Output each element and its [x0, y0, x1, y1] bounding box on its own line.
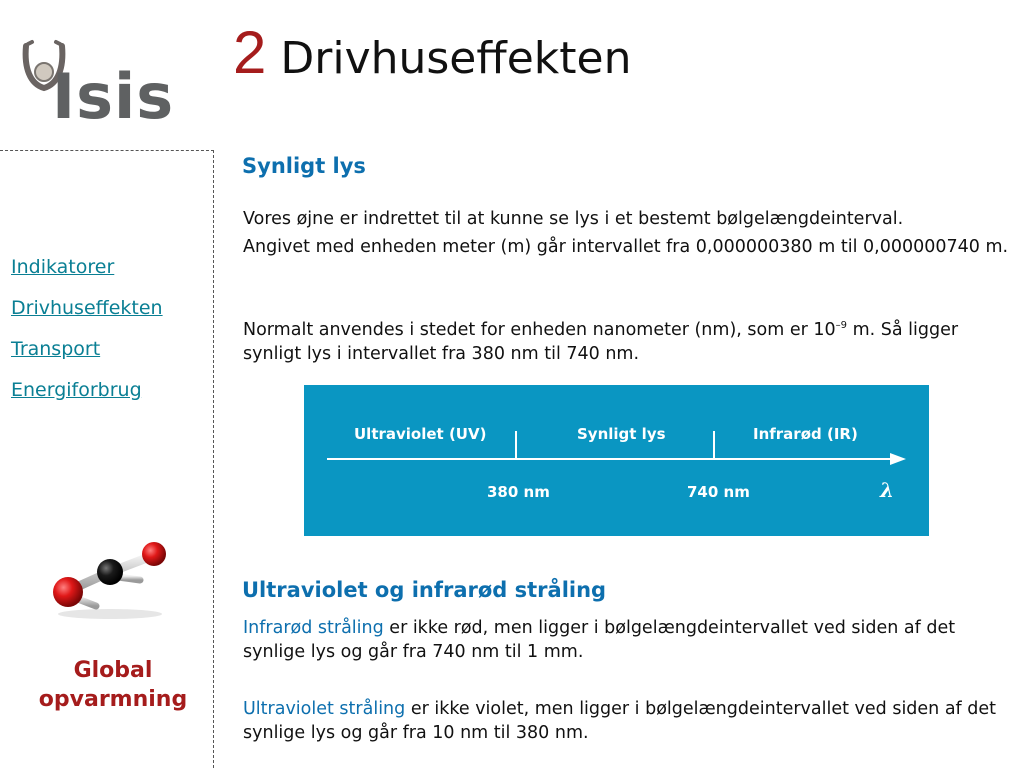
exponent: –9 — [835, 320, 847, 331]
sidebar-divider-horizontal — [0, 150, 214, 151]
tick-label-740: 740 nm — [687, 483, 750, 501]
nav-link-transport[interactable]: Transport — [11, 338, 101, 360]
nav-link-energiforbrug[interactable]: Energiforbrug — [11, 379, 142, 401]
tick-label-380: 380 nm — [487, 483, 550, 501]
logo-text: Isis — [52, 60, 175, 133]
spectrum-label-visible: Synligt lys — [577, 425, 666, 443]
nav-link-drivhuseffekten[interactable]: Drivhuseffekten — [11, 297, 163, 319]
spectrum-diagram — [304, 385, 929, 536]
paragraph-ultraviolet — [243, 697, 1015, 745]
paragraph-infrared — [243, 616, 1015, 664]
spectrum-label-uv: Ultraviolet (UV) — [354, 425, 487, 443]
nanometer-text-after: m. Så ligger synligt lys i intervallet fra 380 nm til 740 nm. — [243, 320, 959, 364]
ultraviolet-text: er ikke violet, men ligger i bølgelængdeintervallet ved siden af det synlige lys og går fra 10 nm til 380 nm. — [243, 699, 997, 743]
paragraph-intro: Vores øjne er indrettet til at kunne se lys i et bestemt bølgelængdeinterval. — [243, 209, 904, 229]
paragraph-meter-interval: Angivet med enheden meter (m) går intervallet fra 0,000000380 m til 0,000000740 m. — [243, 237, 1009, 257]
nanometer-text-before: Normalt anvendes i stedet for enheden nanometer (nm), som er 10 — [243, 320, 836, 340]
sidebar-divider-vertical — [213, 150, 214, 768]
page-title: Drivhuseffekten — [280, 33, 632, 84]
lambda-symbol: λ — [880, 478, 895, 502]
slide-header — [233, 20, 631, 90]
sidebar-footer-label: Global opvarmning — [38, 658, 188, 712]
spectrum-label-ir: Infrarød (IR) — [753, 425, 858, 443]
section-heading-uv-ir: Ultraviolet og infrarød stråling — [242, 578, 607, 602]
infrared-text: er ikke rød, men ligger i bølgelængdeintervallet ved siden af det synlige lys og går fra 740 nm til 1 mm. — [243, 618, 956, 662]
slide-number: 2 — [233, 19, 267, 86]
co2-molecule-icon — [48, 540, 172, 620]
nav-link-indikatorer[interactable]: Indikatorer — [11, 256, 115, 278]
section-heading-synligt-lys: Synligt lys — [242, 154, 366, 178]
axis-arrow-icon — [890, 453, 906, 465]
paragraph-nanometer — [243, 318, 1015, 366]
sidebar-nav — [11, 256, 209, 420]
term-ultraviolet: Ultraviolet stråling — [243, 699, 406, 719]
term-infrared: Infrarød stråling — [243, 618, 384, 638]
